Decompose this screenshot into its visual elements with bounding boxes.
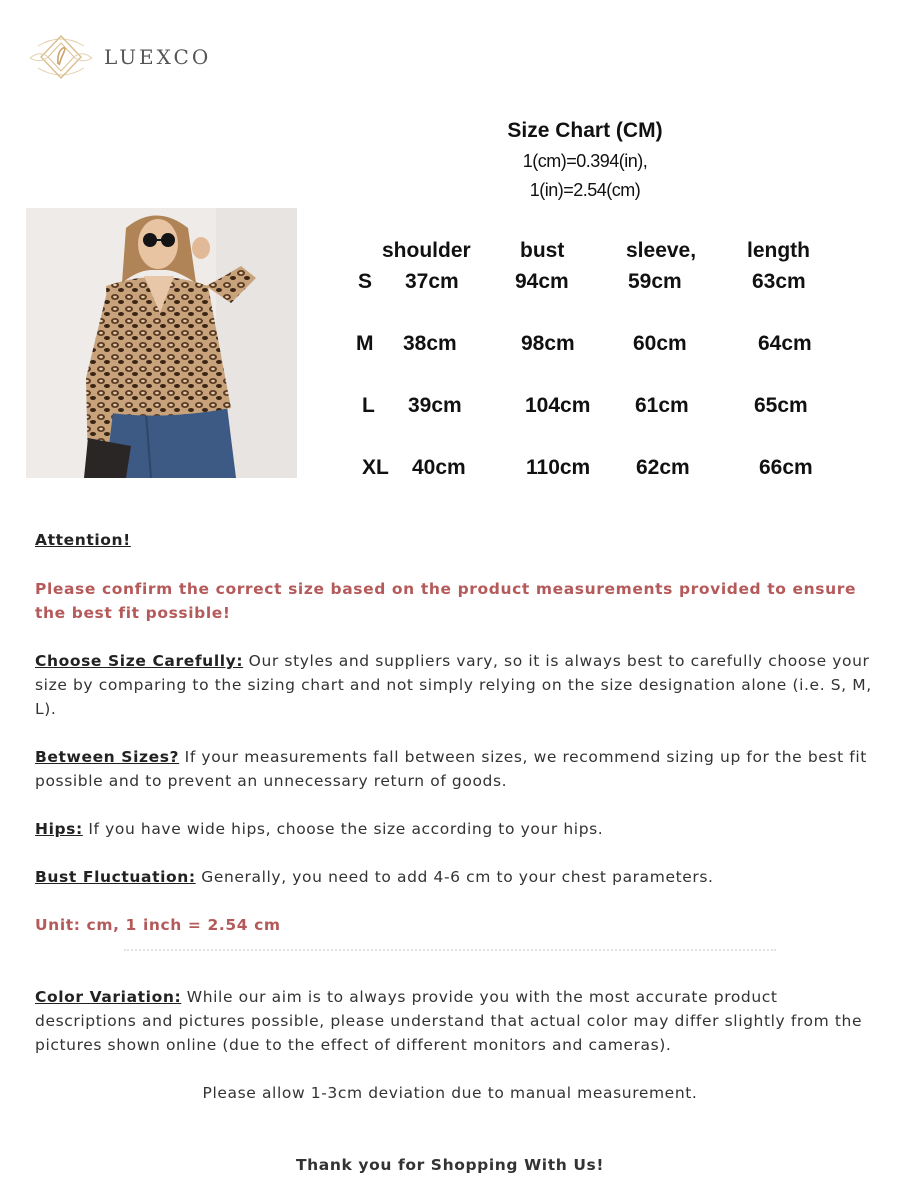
bust-value: 110cm bbox=[526, 456, 591, 479]
sleeve-value: 61cm bbox=[635, 394, 689, 417]
size-label: M bbox=[356, 332, 374, 355]
bust-fluctuation-text: Generally, you need to add 4-6 cm to your chest parameters. bbox=[195, 868, 714, 886]
monogram-diamond-logo-icon bbox=[26, 32, 96, 82]
header-length: length bbox=[747, 239, 810, 262]
color-variation-paragraph bbox=[35, 985, 875, 1057]
length-value: 65cm bbox=[754, 394, 808, 417]
header-sleeve: sleeve, bbox=[626, 239, 697, 262]
header-bust: bust bbox=[520, 239, 565, 262]
deviation-note: Please allow 1-3cm deviation due to manual measurement. bbox=[202, 1084, 698, 1102]
conversion-in-to-cm: 1(in)=2.54(cm) bbox=[529, 180, 641, 200]
length-value: 64cm bbox=[758, 332, 812, 355]
choose-size-label: Choose Size Carefully: bbox=[35, 652, 244, 670]
sleeve-value: 59cm bbox=[628, 270, 682, 293]
shoulder-value: 39cm bbox=[408, 394, 462, 417]
attention-heading bbox=[35, 528, 875, 552]
thank-you-note: Thank you for Shopping With Us! bbox=[295, 1156, 605, 1174]
bust-fluctuation-paragraph bbox=[35, 865, 875, 889]
unit-note: Unit: cm, 1 inch = 2.54 cm bbox=[35, 916, 281, 934]
conversion-cm-to-in: 1(cm)=0.394(in), bbox=[522, 151, 648, 171]
choose-size-text: Our styles and suppliers vary, so it is always best to carefully choose your size by comparing to the sizing chart and not simply relying on the size designation alone (i.e. S, M, L). bbox=[35, 652, 872, 718]
choose-size-paragraph bbox=[35, 649, 875, 721]
size-label: S bbox=[358, 270, 373, 293]
product-photo bbox=[26, 208, 297, 478]
hips-label: Hips: bbox=[35, 820, 83, 838]
color-variation-label: Color Variation: bbox=[35, 988, 182, 1006]
hips-paragraph bbox=[35, 817, 875, 841]
bust-fluctuation-label: Bust Fluctuation: bbox=[35, 868, 196, 886]
shoulder-value: 38cm bbox=[403, 332, 457, 355]
size-label: XL bbox=[362, 456, 389, 479]
attention-label: Attention! bbox=[35, 531, 131, 549]
brand-name: LUEXCO bbox=[104, 45, 212, 69]
color-variation-text: While our aim is to always provide you with the most accurate product descriptions and pictures possible, please understand that actual color may differ slightly from the pictures shown online (due to the effect of different monitors and cameras). bbox=[35, 988, 863, 1054]
bust-value: 94cm bbox=[515, 270, 569, 293]
sleeve-value: 62cm bbox=[636, 456, 690, 479]
between-sizes-text: If your measurements fall between sizes, we recommend sizing up for the best fit possible and to prevent an unnecessary return of goods. bbox=[35, 748, 867, 790]
dotted-divider bbox=[124, 949, 776, 951]
shoulder-value: 40cm bbox=[412, 456, 466, 479]
brand-logo bbox=[26, 32, 211, 82]
size-label: L bbox=[362, 394, 375, 417]
between-sizes-label: Between Sizes? bbox=[35, 748, 180, 766]
between-sizes-paragraph bbox=[35, 745, 875, 793]
confirm-size-note: Please confirm the correct size based on the product measurements provided to ensure the best fit possible! bbox=[35, 580, 857, 622]
bust-value: 98cm bbox=[521, 332, 575, 355]
bust-value: 104cm bbox=[525, 394, 591, 417]
length-value: 66cm bbox=[759, 456, 813, 479]
size-chart-title: Size Chart (CM) bbox=[507, 119, 663, 142]
hips-text: If you have wide hips, choose the size according to your hips. bbox=[82, 820, 604, 838]
sleeve-value: 60cm bbox=[633, 332, 687, 355]
header-shoulder: shoulder bbox=[382, 239, 471, 262]
shoulder-value: 37cm bbox=[405, 270, 459, 293]
length-value: 63cm bbox=[752, 270, 806, 293]
